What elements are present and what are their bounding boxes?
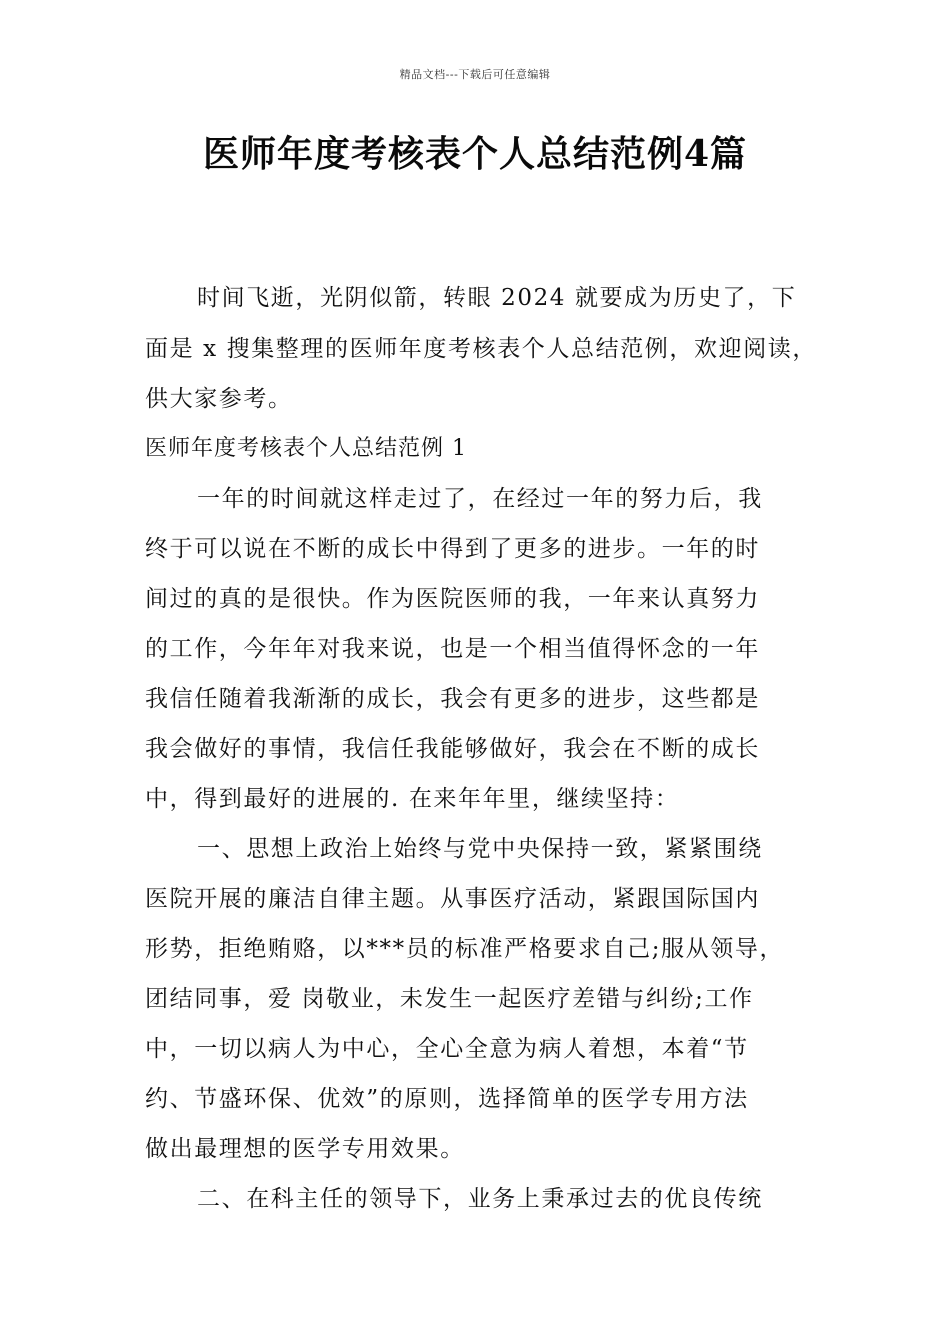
paragraph-line: 我信任随着我渐渐的成长，我会有更多的进步，这些都是 [145,686,760,712]
paragraph-line: 时间飞逝，光阴似箭，转眼 2024 就要成为历史了，下 [197,285,797,311]
header-note: 精品文档---下载后可任意编辑 [399,68,551,81]
paragraph-line: 中，一切以病人为中心，全心全意为病人着想，本着“节 [145,1036,749,1062]
paragraph-line: 形势，拒绝贿赂，以***员的标准严格要求自己;服从领导， [145,936,785,962]
paragraph-line: 间过的真的是很快。作为医院医师的我，一年来认真努力 [145,586,760,612]
document-title: 医师年度考核表个人总结范例4篇 [202,133,748,175]
paragraph-line: 的工作，今年年对我来说，也是一个相当值得怀念的一年 [145,636,760,662]
paragraph-line: 终于可以说在不断的成长中得到了更多的进步。一年的时 [145,536,760,562]
paragraph-line: 二、在科主任的领导下，业务上秉承过去的优良传统 [197,1186,763,1212]
paragraph-line: 一年的时间就这样走过了，在经过一年的努力后，我 [197,486,763,512]
paragraph-line: 面是 x 搜集整理的医师年度考核表个人总结范例，欢迎阅读， [145,336,817,362]
paragraph-line: 供大家参考。 [145,386,293,412]
paragraph-line: 我会做好的事情，我信任我能够做好，我会在不断的成长 [145,736,760,762]
paragraph-line: 约、节盛环保、优效”的原则，选择简单的医学专用方法 [145,1086,749,1112]
paragraph-line: 一、思想上政治上始终与党中央保持一致，紧紧围绕 [197,836,763,862]
section-heading: 医师年度考核表个人总结范例 1 [145,436,467,461]
paragraph-line: 医院开展的廉洁自律主题。从事医疗活动，紧跟国际国内 [145,886,760,912]
paragraph-line: 团结同事，爱 岗敬业，未发生一起医疗差错与纠纷;工作 [145,986,754,1012]
paragraph-line: 做出最理想的医学专用效果。 [145,1136,465,1162]
paragraph-line: 中，得到最好的进展的. 在来年年里，继续坚持： [145,786,680,812]
